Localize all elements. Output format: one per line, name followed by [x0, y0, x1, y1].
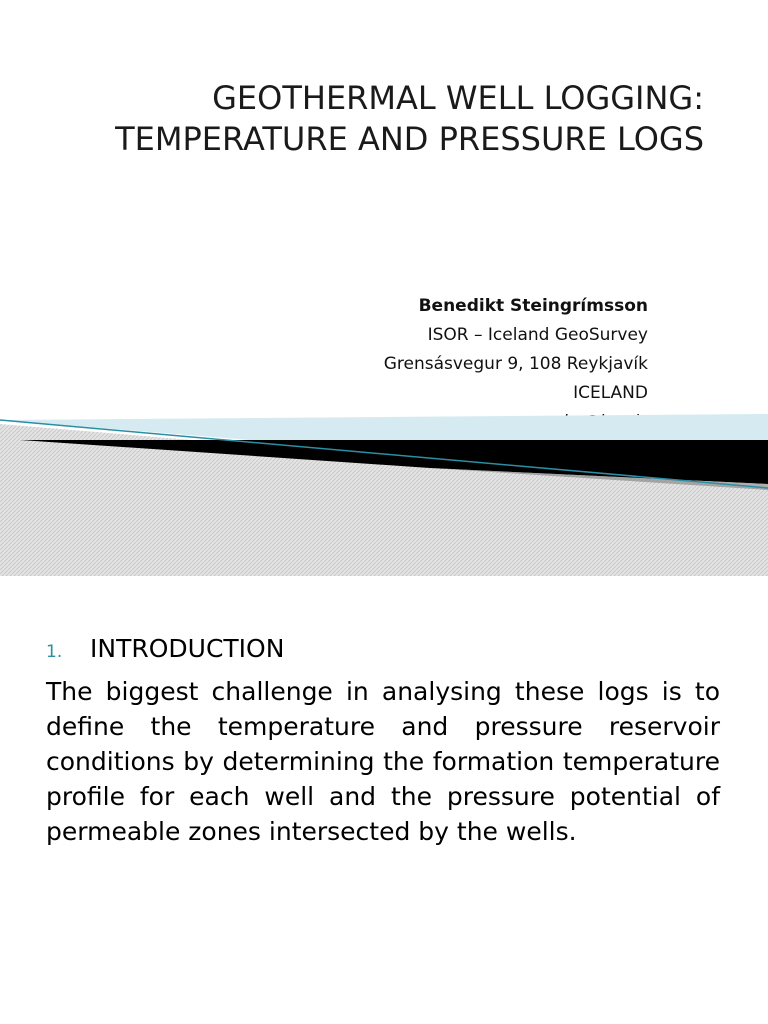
author-address: Grensásvegur 9, 108 Reykjavík [383, 354, 648, 374]
slide-title [40, 78, 704, 160]
body-paragraph: The biggest challenge in analysing these logs is to define the temperature and pressure reservoir conditions by determining the formation temperature profile for each well and the pressure potential of permeable zones intersected by the wells. [46, 677, 720, 846]
author-organization: ISOR – Iceland GeoSurvey [427, 325, 648, 345]
section-heading [46, 634, 284, 663]
decorative-bands [0, 410, 768, 576]
title-line-2: TEMPERATURE AND PRESSURE LOGS [115, 120, 704, 158]
author-country: ICELAND [573, 383, 648, 403]
section-number: 1. [46, 642, 63, 662]
author-name: Benedikt Steingrímsson [418, 296, 648, 316]
section-title: INTRODUCTION [90, 634, 285, 663]
content-slide [0, 576, 768, 1024]
title-line-1: GEOTHERMAL WELL LOGGING: [212, 79, 704, 117]
